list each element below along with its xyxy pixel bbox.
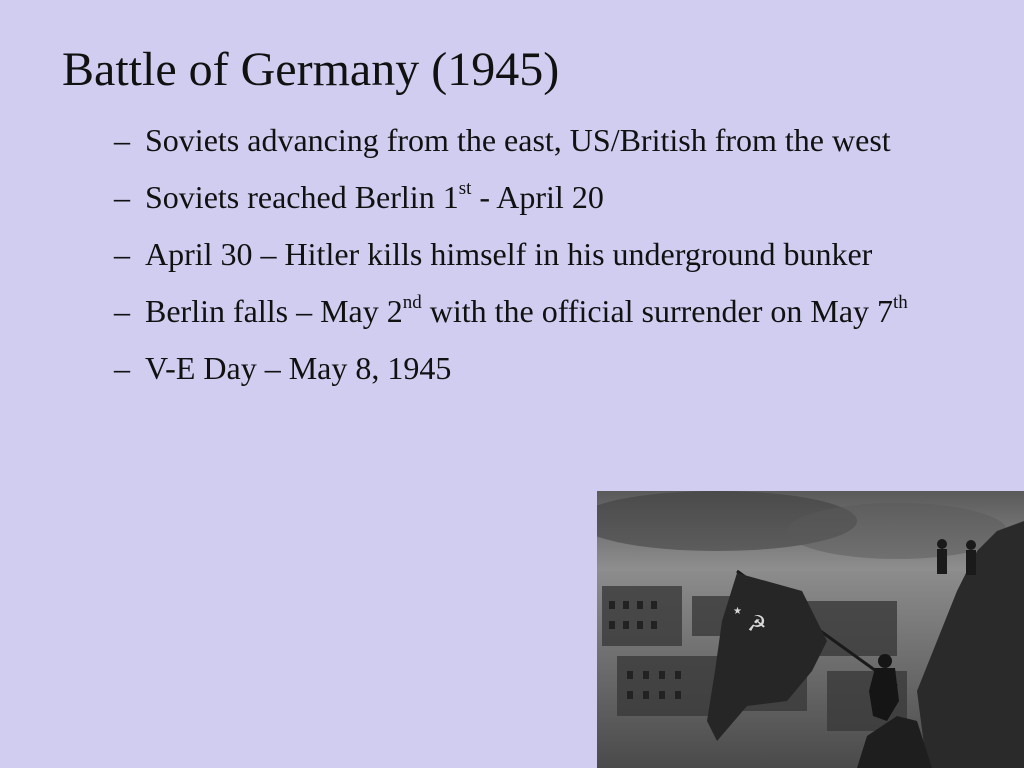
bullet-text-after: - April 20 <box>471 179 604 215</box>
bullet-superscript-2: th <box>893 292 908 314</box>
bullet-superscript: st <box>458 178 472 200</box>
bullet-item <box>114 346 964 390</box>
star-icon: ★ <box>733 606 742 617</box>
hammer-sickle-icon: ☭ <box>747 612 767 637</box>
bullet-dash: – <box>114 236 130 272</box>
photo-graphic <box>597 491 1024 768</box>
bullet-item <box>114 232 964 276</box>
slide-title: Battle of Germany (1945) <box>62 43 560 96</box>
bullet-text-after: with the official surrender on May 7 <box>421 293 894 329</box>
bullet-text: Berlin falls – May 2 <box>145 293 403 329</box>
bullet-text: Soviets reached Berlin 1 <box>145 179 459 215</box>
flag-over-reichstag-photo <box>597 491 1024 768</box>
bullet-list <box>114 118 964 403</box>
bullet-item <box>114 175 964 219</box>
bullet-dash: – <box>114 179 130 215</box>
bullet-item <box>114 289 964 333</box>
bullet-text: V-E Day – May 8, 1945 <box>145 350 452 386</box>
bullet-text: Soviets advancing from the east, US/British from the west <box>145 122 891 158</box>
bullet-superscript: nd <box>402 292 422 314</box>
bullet-text: April 30 – Hitler kills himself in his underground bunker <box>145 236 873 272</box>
bullet-dash: – <box>114 293 130 329</box>
bullet-dash: – <box>114 350 130 386</box>
bullet-item <box>114 118 964 162</box>
bullet-dash: – <box>114 122 130 158</box>
